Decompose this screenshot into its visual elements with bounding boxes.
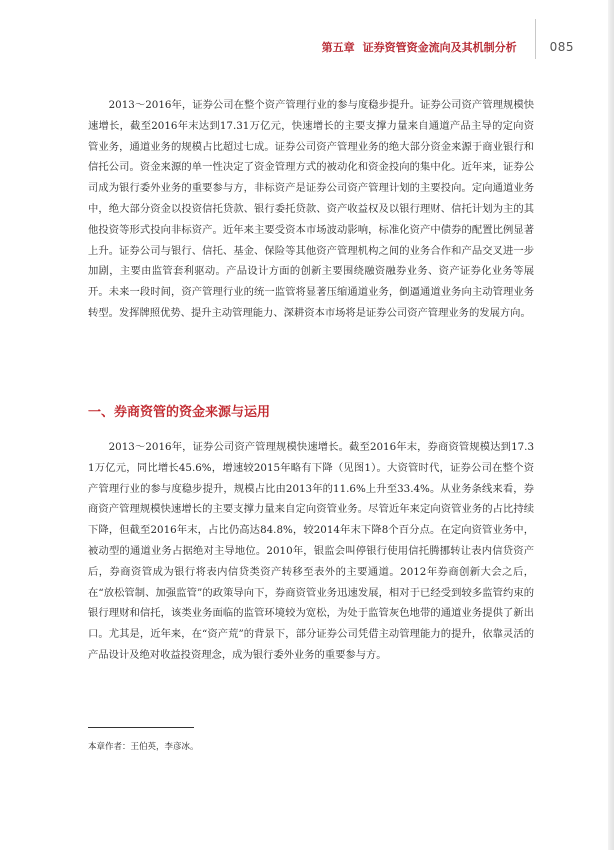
running-header (322, 37, 574, 57)
body-paragraph-intro: 2013～2016年，证券公司在整个资产管理行业的参与度稳步提升。证券公司资产管理规模快速增长，截至2016年末达到17.31万亿元，快速增长的主要支撑力量来自通道产品主导的定向资管业务，通道业务的规模占比超过七成。证券公司资产管理业务的绝大部分资金来源于商业银行和信托公司。资金来源的单一性决定了资金管理方式的被动化和资金投向的集中化。近年来，证券公司成为银行委外业务的重要参与方，非标资产是证券公司资产管理计划的主要投向。定向通道业务中，绝大部分资金以投资信托贷款、银行委托贷款、资产收益权及以银行理财、信托计划为主的其他投资等形式投向非标资产。近年来主要受资本市场波动影响，标准化资产中债券的配置比例显著上升。证券公司与银行、信托、基金、保险等其他资产管理机构之间的业务合作和产品交叉进一步加剧，主要由监管套利驱动。产品设计方面的创新主要围绕融资融券业务、资产证券化业务等展开。未来一段时间，资产管理行业的统一监管将显著压缩通道业务，倒逼通道业务向主动管理业务转型。发挥牌照优势、提升主动管理能力、深耕资本市场将是证券公司资产管理业务的发展方向。 (88, 99, 534, 319)
page-number: 085 (549, 40, 574, 54)
footnote-authors: 本章作者：王伯英，李彦冰。 (88, 742, 199, 752)
section-heading: 一、券商资管的资金来源与运用 (88, 405, 271, 420)
chapter-number: 第五章 (321, 41, 355, 54)
body-paragraph-section: 2013～2016年，证券公司资产管理规模快速增长。截至2016年末，券商资管规模达到17.31万亿元，同比增长45.6%，增速较2015年略有下降（见图1）。大资管时代，证券公司在整个资产管理行业的参与度稳步提升，规模占比由2013年的11.6%上升至33.4%。从业务条线来看，券商资产管理规模快速增长的主要支撑力量来自定向资管业务。尽管近年来定向资管业务的占比持续下降，但截至2016年末，占比仍高达84.8%，较2014年末下降8个百分点。在定向资管业务中，被动型的通道业务占据绝对主导地位。2010年，银监会叫停银行使用信托腾挪转让表内信贷资产后，券商资管成为银行将表内信贷类资产转移至表外的主要通道。2012年券商创新大会之后，在“放松管制、加强监管”的政策导向下，券商资管业务迅速发展，相对于已经受到较多监管约束的银行理财和信托，该类业务面临的监管环境较为宽松，为处于监管灰色地带的通道业务提供了新出口。尤其是，近年来，在“资产荒”的背景下，部分证券公司凭借主动管理能力的提升，依靠灵活的产品设计及绝对收益投资理念，成为银行委外业务的重要参与方。 (88, 441, 534, 661)
page-edge (608, 0, 614, 850)
footnote-divider (88, 727, 194, 728)
header-divider (535, 19, 536, 59)
chapter-title: 证券资管资金流向及其机制分析 (362, 41, 517, 54)
